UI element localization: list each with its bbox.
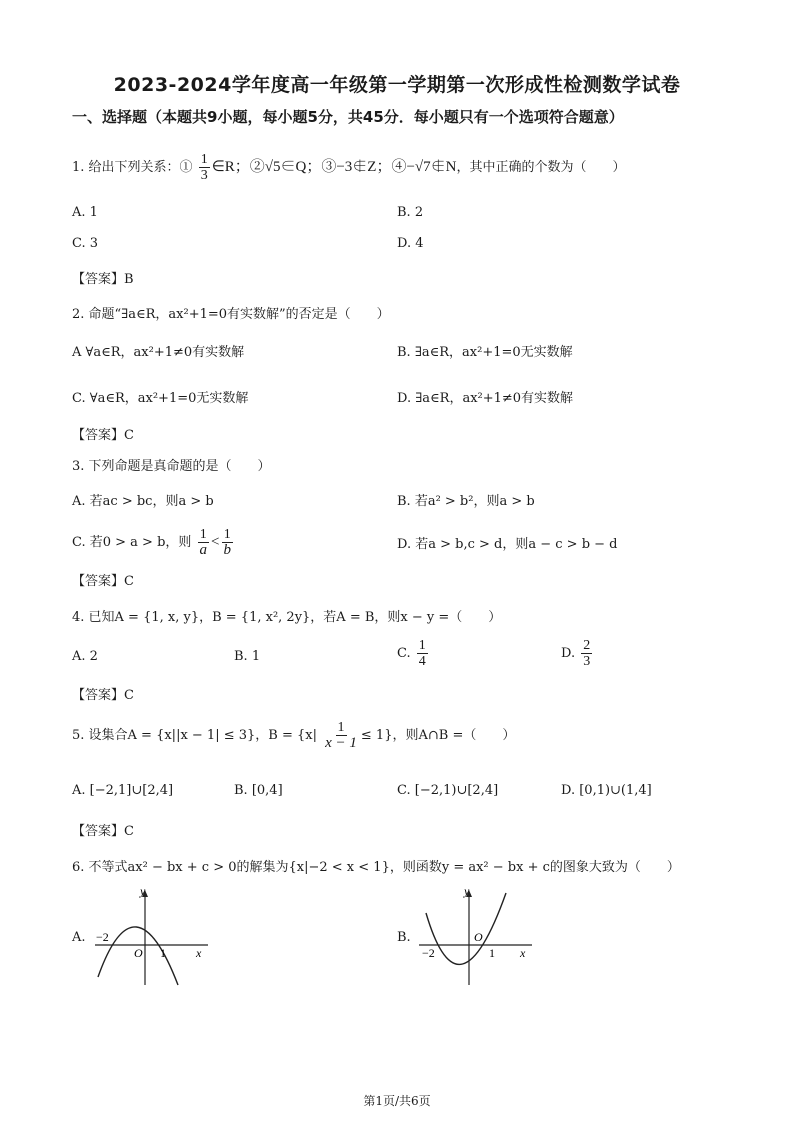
y-axis-label: y [140,885,146,898]
q2-option-b[interactable]: B. ∃a∈R，ax²+1=0无实数解 [397,345,573,360]
q3-answer: 【答案】C [72,574,134,589]
fraction-two-thirds: $\frac{2}{3}$ [583,638,591,669]
question-3-stem: 3. 下列命题是真命题的是（ ） [72,459,271,474]
q6-graph-a[interactable] [90,885,220,990]
q4-option-b[interactable]: B. 1 [234,649,261,664]
tick-1: 1 [489,946,495,960]
fraction-one-quarter: $\frac{1}{4}$ [418,638,426,669]
origin-label: O [134,946,143,960]
q6-option-a-label[interactable]: A. [72,930,86,945]
q3-option-a[interactable]: A. 若ac > bc，则a > b [72,494,214,509]
fraction-1-over-a: $\frac{1}{a}$ [199,527,208,558]
q3-option-b[interactable]: B. 若a² > b²，则a > b [397,494,535,509]
x-axis-label: x [520,946,526,960]
y-axis-label: y [464,885,470,898]
q4-option-c[interactable]: C. $\frac{1}{4}$ [397,638,426,669]
q3-option-c[interactable]: C. 若0 > a > b，则 $\frac{1}{a}$ < $\frac{1}{b}$ [72,527,232,558]
fraction-1-over-b: $\frac{1}{b}$ [223,527,232,558]
q5-answer: 【答案】C [72,824,134,839]
q1-option-b[interactable]: B. 2 [397,205,424,220]
q5-option-a[interactable]: A. [−2,1]∪[2,4] [72,783,174,798]
question-4-stem: 4. 已知A = {1, x, y}，B = {1, x², 2y}，若A = B，则x − y =（ ） [72,610,502,625]
q6-option-b-label[interactable]: B. [397,930,411,945]
q5-option-b[interactable]: B. [0,4] [234,783,283,798]
q5-option-d[interactable]: D. [0,1)∪(1,4] [561,783,652,798]
q2-option-c[interactable]: C. ∀a∈R，ax²+1=0无实数解 [72,391,249,406]
q2-answer: 【答案】C [72,428,134,443]
q4-option-a[interactable]: A. 2 [72,649,98,664]
q4-answer: 【答案】C [72,688,134,703]
q1-answer: 【答案】B [72,272,134,287]
question-6-stem: 6. 不等式ax² − bx + c > 0的解集为{x|−2 < x < 1}，则函数y = ax² − bx + c的图象大致为（ ） [72,860,680,875]
question-2-stem: 2. 命题“∃a∈R，ax²+1=0有实数解”的否定是（ ） [72,307,390,322]
origin-label: O [474,930,483,944]
fraction-1-over-x-minus-1: $\frac{1}{x - 1}$ [325,720,357,751]
q3-option-d[interactable]: D. 若a > b,c > d，则a − c > b − d [397,537,618,552]
q4-option-d[interactable]: D. $\frac{2}{3}$ [561,638,591,669]
tick-neg2: −2 [422,946,435,960]
page-footer: 第1页/共6页 [363,1094,431,1108]
q5-option-c[interactable]: C. [−2,1)∪[2,4] [397,783,499,798]
q2-option-a[interactable]: A ∀a∈R，ax²+1≠0有实数解 [72,345,245,360]
question-1-stem: 1. 给出下列关系：① $\frac{1}{3}$ ∈R；②√5∈Q；③−3∉Z；④−√7∉N，其中正确的个数为（ ） [72,152,626,183]
section-heading: 一、选择题（本题共9小题，每小题5分，共45分．每小题只有一个选项符合题意） [72,108,624,126]
q2-option-d[interactable]: D. ∃a∈R，ax²+1≠0有实数解 [397,391,574,406]
question-5-stem: 5. 设集合A = {x||x − 1| ≤ 3}，B = {x| $\frac{1}{x - 1}$ ≤ 1}，则A∩B =（ ） [72,720,516,751]
tick-1: 1 [160,946,166,960]
q1-option-d[interactable]: D. 4 [397,236,424,251]
fraction-one-third: $\frac{1}{3}$ [200,152,208,183]
x-axis-label: x [196,946,202,960]
q1-option-c[interactable]: C. 3 [72,236,99,251]
page-title: 2023-2024学年度高一年级第一学期第一次形成性检测数学试卷 [113,74,681,96]
q1-option-a[interactable]: A. 1 [72,205,98,220]
tick-neg2: −2 [96,930,109,944]
q6-graph-b[interactable] [414,885,544,990]
